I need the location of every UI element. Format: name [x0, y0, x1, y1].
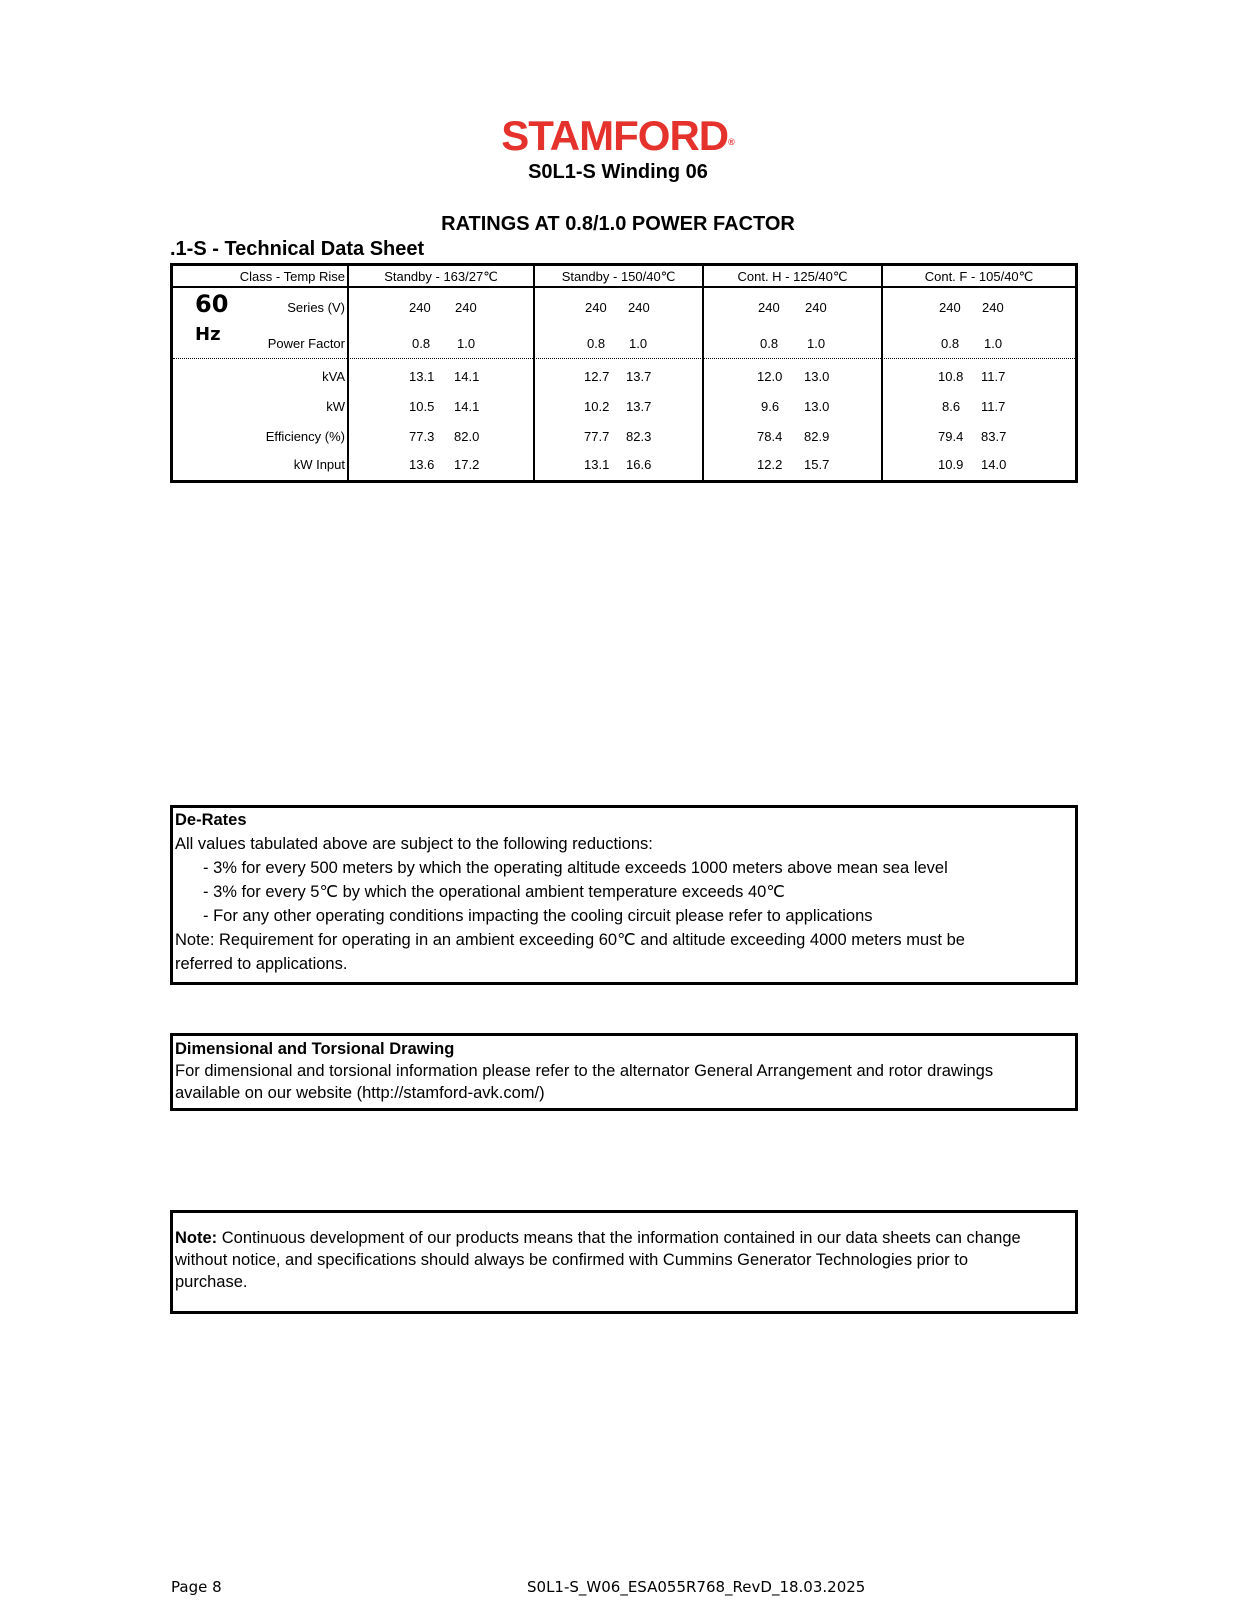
table-cell: 1.0: [629, 336, 648, 351]
table-divider: [347, 266, 349, 480]
table-divider: [702, 266, 704, 480]
table-cell: 10.8: [938, 369, 964, 384]
column-header: Standby - 163/27℃: [384, 269, 498, 284]
kw-input-label: kW Input: [293, 457, 345, 472]
table-divider: [533, 266, 535, 480]
table-cell: 240: [628, 300, 650, 315]
document-subtitle: S0L1-S Winding 06: [528, 161, 708, 183]
drawing-text: For dimensional and torsional information please refer to the alternator General Arrangement and rotor drawings: [175, 1062, 994, 1080]
table-cell: 13.0: [804, 399, 830, 414]
table-cell: 16.6: [626, 457, 652, 472]
table-cell: 17.2: [454, 457, 480, 472]
sheet-title: .1-S - Technical Data Sheet: [170, 238, 425, 260]
table-cell: 0.8: [587, 336, 606, 351]
derates-intro: All values tabulated above are subject to the following reductions:: [175, 835, 653, 853]
table-cell: 77.3: [409, 429, 435, 444]
table-cell: 1.0: [807, 336, 826, 351]
note-label: Note:: [175, 1229, 218, 1247]
table-cell: 13.1: [409, 369, 435, 384]
drawing-text: available on our website (http://stamford-avk.com/): [175, 1084, 545, 1102]
derates-heading: De-Rates: [175, 811, 247, 829]
kw-label: kW: [326, 399, 345, 414]
table-cell: 15.7: [804, 457, 830, 472]
table-cell: 13.7: [626, 399, 652, 414]
table-cell: 0.8: [412, 336, 431, 351]
table-cell: 77.7: [584, 429, 610, 444]
frequency-value: 60: [195, 290, 229, 318]
table-cell: 1.0: [457, 336, 476, 351]
table-cell: 240: [982, 300, 1004, 315]
note-text: without notice, and specifications should always be confirmed with Cummins Generator Technologies prior to: [175, 1251, 969, 1269]
table-cell: 83.7: [981, 429, 1007, 444]
table-cell: 82.3: [626, 429, 652, 444]
table-cell: 13.6: [409, 457, 435, 472]
table-cell: 82.9: [804, 429, 830, 444]
table-cell: 12.0: [757, 369, 783, 384]
table-cell: 0.8: [941, 336, 960, 351]
drawing-heading: Dimensional and Torsional Drawing: [175, 1040, 455, 1058]
table-cell: 12.2: [757, 457, 783, 472]
table-cell: 11.7: [981, 399, 1006, 414]
table-cell: 11.7: [981, 369, 1006, 384]
table-cell: 12.7: [584, 369, 610, 384]
drawing-box: [170, 1033, 1078, 1111]
table-cell: 240: [585, 300, 607, 315]
table-cell: 79.4: [938, 429, 964, 444]
table-cell: 82.0: [454, 429, 480, 444]
note-box: [170, 1210, 1078, 1314]
table-divider: [173, 286, 1075, 288]
table-divider: [881, 266, 883, 480]
table-cell: 13.0: [804, 369, 830, 384]
table-cell: 240: [939, 300, 961, 315]
table-cell: 10.5: [409, 399, 435, 414]
table-cell: 13.1: [584, 457, 610, 472]
document-id: S0L1-S_W06_ESA055R768_RevD_18.03.2025: [527, 1578, 866, 1596]
column-header: Standby - 150/40℃: [561, 269, 676, 284]
table-cell: 240: [805, 300, 827, 315]
kva-label: kVA: [322, 369, 345, 384]
note-text: Note: Continuous development of our products means that the information contained in our data sheets can change: [175, 1229, 1021, 1247]
derates-box: [170, 805, 1078, 985]
frequency-unit: Hz: [195, 324, 221, 345]
ratings-title: RATINGS AT 0.8/1.0 POWER FACTOR: [441, 213, 795, 235]
efficiency-label: Efficiency (%): [265, 429, 345, 444]
class-temp-rise-label: Class - Temp Rise: [239, 269, 345, 284]
derates-bullet: - 3% for every 5℃ by which the operational ambient temperature exceeds 40℃: [203, 883, 785, 901]
note-text: purchase.: [175, 1273, 248, 1291]
power-factor-label: Power Factor: [267, 336, 345, 351]
table-cell: 0.8: [760, 336, 779, 351]
table-cell: 8.6: [942, 399, 961, 414]
table-divider: [173, 358, 1075, 359]
page-number: Page 8: [171, 1578, 222, 1596]
table-cell: 14.1: [454, 399, 480, 414]
table-cell: 14.1: [454, 369, 480, 384]
derates-note: Note: Requirement for operating in an ambient exceeding 60℃ and altitude exceeding 4000 meters must be: [175, 931, 965, 949]
table-cell: 10.2: [584, 399, 610, 414]
table-cell: 9.6: [761, 399, 780, 414]
table-cell: 1.0: [984, 336, 1003, 351]
table-cell: 240: [409, 300, 431, 315]
column-header: Cont. H - 125/40℃: [737, 269, 848, 284]
table-cell: 78.4: [757, 429, 783, 444]
ratings-table: [170, 263, 1078, 483]
table-cell: 13.7: [626, 369, 652, 384]
column-header: Cont. F - 105/40℃: [924, 269, 1034, 284]
series-label: Series (V): [287, 300, 345, 315]
derates-note: referred to applications.: [175, 955, 348, 973]
derates-bullet: - For any other operating conditions impacting the cooling circuit please refer to applications: [203, 907, 873, 925]
stamford-logo: STAMFORD®: [501, 112, 735, 159]
table-cell: 240: [455, 300, 477, 315]
table-cell: 10.9: [938, 457, 964, 472]
table-cell: 240: [758, 300, 780, 315]
derates-bullet: - 3% for every 500 meters by which the operating altitude exceeds 1000 meters above mean sea level: [203, 859, 948, 877]
table-cell: 14.0: [981, 457, 1007, 472]
